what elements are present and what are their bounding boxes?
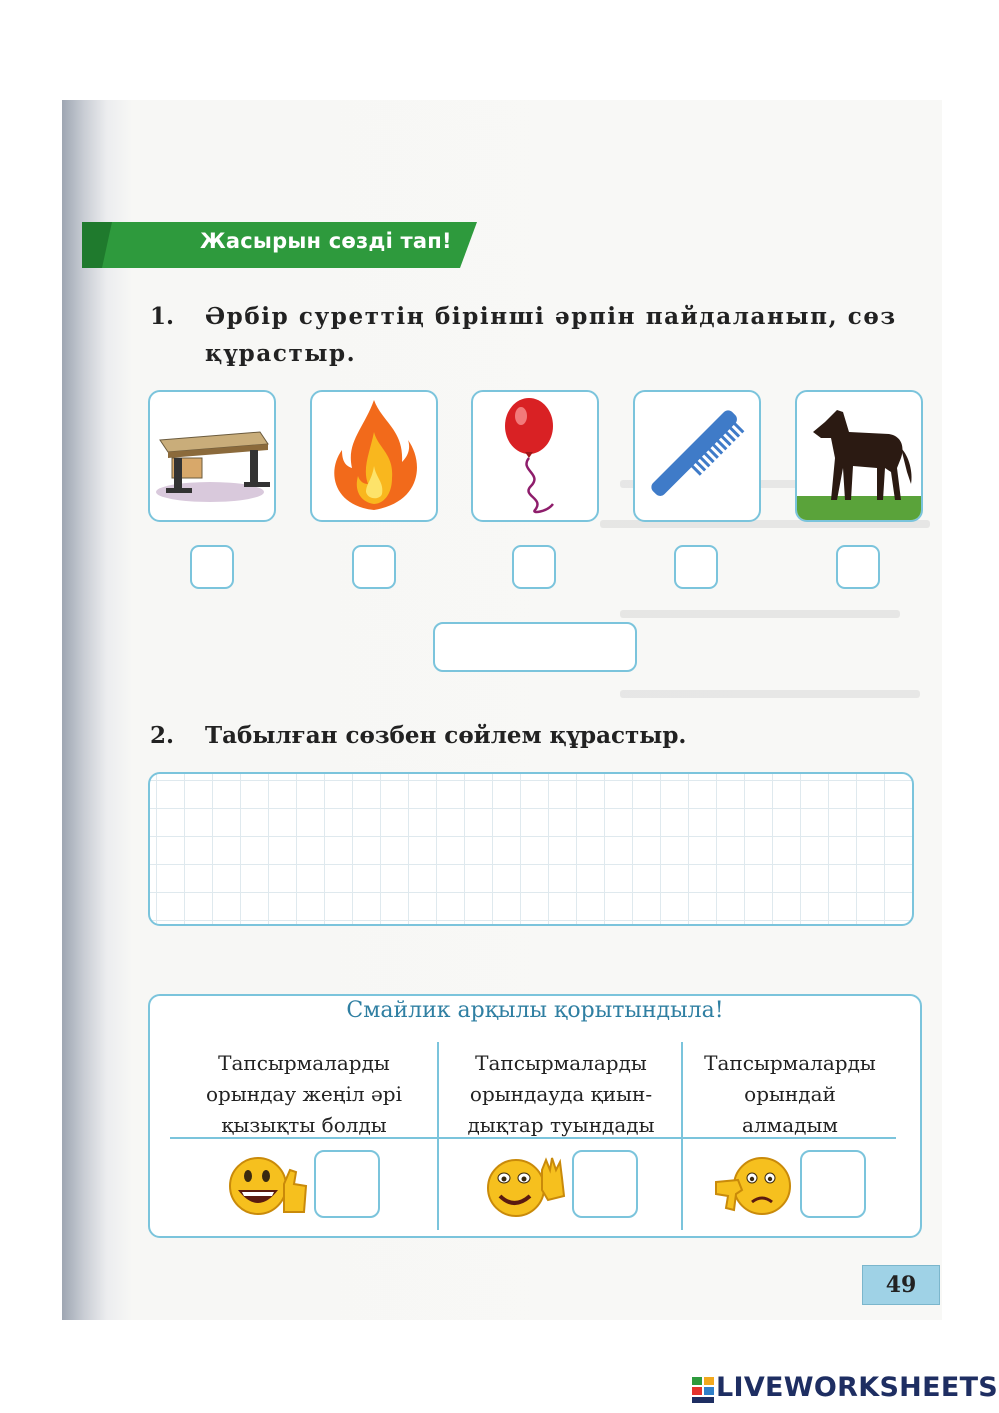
task1-line2: құрастыр. xyxy=(205,340,357,367)
reflection-option-difficult: Тапсырмаларды орындауда қиын- дықтар туындады xyxy=(467,1051,655,1137)
page-number: 49 xyxy=(862,1265,940,1305)
reflection-checkbox-easy[interactable] xyxy=(314,1150,380,1218)
banner-title: Жасырын сөзді тап! xyxy=(200,229,452,253)
letter-box-2[interactable] xyxy=(352,545,396,589)
letter-box-5[interactable] xyxy=(836,545,880,589)
desk-icon xyxy=(150,392,274,520)
horse-icon xyxy=(797,392,921,520)
task2-number: 2. xyxy=(150,722,175,749)
reflection-checkbox-difficult[interactable] xyxy=(572,1150,638,1218)
task2-text: Табылған сөзбен сөйлем құрастыр. xyxy=(205,722,687,749)
liveworksheets-brand: LIVEWORKSHEETS xyxy=(716,1372,999,1403)
column-divider xyxy=(681,1042,683,1230)
reflection-option-easy: Тапсырмаларды орындау жеңіл әрі қызықты болды xyxy=(205,1051,402,1137)
sentence-answer-input[interactable] xyxy=(148,772,914,926)
table-divider xyxy=(170,1137,896,1139)
letter-box-3[interactable] xyxy=(512,545,556,589)
letter-box-1[interactable] xyxy=(190,545,234,589)
comb-icon xyxy=(635,392,759,520)
picture-card-balloon xyxy=(471,390,599,522)
picture-card-comb xyxy=(633,390,761,522)
reflection-title: Смайлик арқылы қорытындыла! xyxy=(346,998,724,1023)
letter-box-4[interactable] xyxy=(674,545,718,589)
reflection-checkbox-failed[interactable] xyxy=(800,1150,866,1218)
thumbs-down-smiley-icon xyxy=(712,1150,798,1224)
fire-icon xyxy=(312,392,436,520)
picture-card-fire xyxy=(310,390,438,522)
picture-card-desk xyxy=(148,390,276,522)
waving-smiley-icon xyxy=(482,1150,568,1224)
balloon-icon xyxy=(473,392,597,520)
reflection-option-failed: Тапсырмаларды орындай алмадым xyxy=(704,1051,876,1137)
word-answer-input[interactable] xyxy=(433,622,637,672)
picture-card-horse xyxy=(795,390,923,522)
column-divider xyxy=(437,1042,439,1230)
liveworksheets-logo-icon xyxy=(692,1372,714,1408)
task1-line1: Әрбір суреттің бірінші әрпін пайдаланып, сөз xyxy=(205,303,897,330)
task1-number: 1. xyxy=(150,303,175,330)
thumbs-up-smiley-icon xyxy=(226,1150,312,1224)
